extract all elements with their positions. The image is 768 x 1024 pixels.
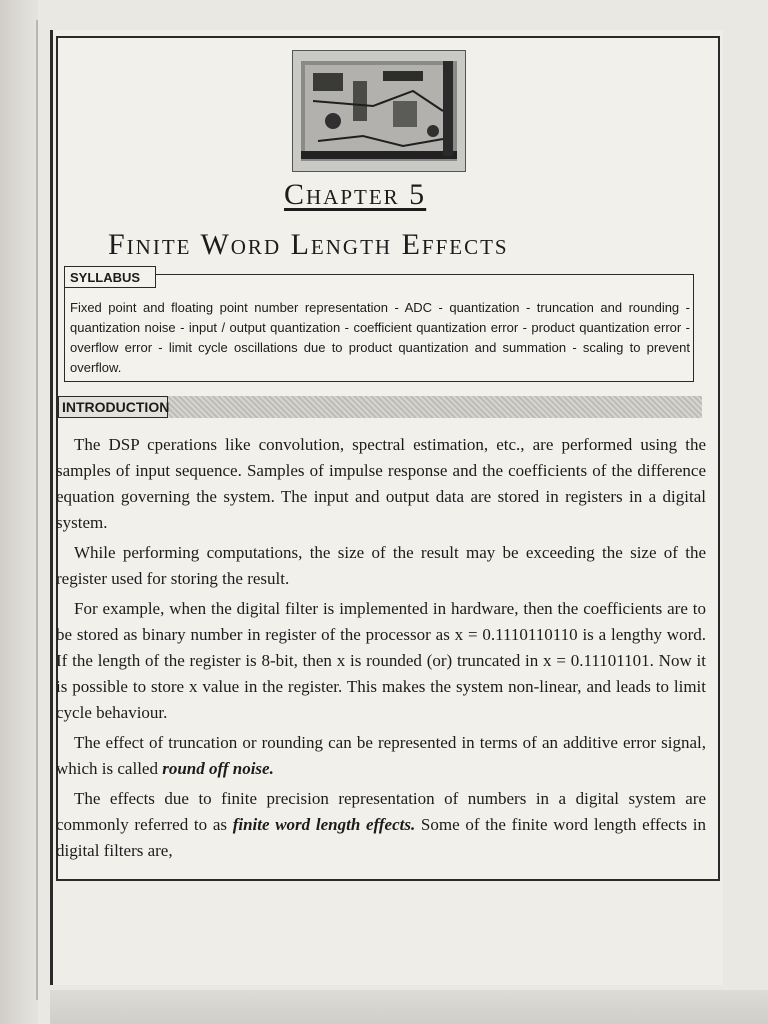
paragraph-4 — [56, 730, 706, 782]
paragraph-5-text: The effects due to finite precision representation of numbers in a digital system are commonly referred to as — [56, 789, 706, 834]
introduction-heading: INTRODUCTION — [58, 396, 168, 418]
chapter-title: Finite Word Length Effects — [108, 228, 509, 261]
paragraph-5-end: Some of the finite word length effects in digital filters are, — [56, 815, 706, 860]
syllabus-label: SYLLABUS — [64, 266, 156, 288]
paragraph-2: While performing computations, the size of the result may be exceeding the size of the register used for storing the result. — [56, 543, 706, 588]
chapter-label: Chapter 5 — [284, 178, 427, 211]
round-off-noise-term: round off noise. — [162, 759, 274, 778]
chapter-photo-circuit-board — [292, 50, 466, 172]
finite-word-length-term: finite word length effects. — [232, 815, 416, 834]
paragraph-5 — [56, 786, 706, 864]
paragraph-1: The DSP cperations like convolution, spectral estimation, etc., are performed using the samples of input sequence. Samples of impulse response and the coefficients of the difference equation governing the system. The input and output data are stored in registers in a digital system. — [56, 435, 706, 532]
introduction-body — [56, 432, 706, 868]
page-bottom-shadow — [50, 990, 768, 1024]
paragraph-3: For example, when the digital filter is implemented in hardware, then the coefficients are to be stored as binary number in register of the processor as x = 0.1110110110 is a lengthy word. If the length of the register is 8-bit, then x is rounded (or) truncated in x = 0.11101101. Now it is possible to store x value in the register. This makes the system non-linear, and leads to limit cycle behaviour. — [56, 599, 706, 722]
paragraph-4-text: The effect of truncation or rounding can be represented in terms of an additive error signal, which is called — [56, 733, 706, 778]
syllabus-text: Fixed point and floating point number representation - ADC - quantization - truncation and rounding - quantization noise - input / output quantization - coefficient quantization error - product quantization error - overflow error - limit cycle oscillations due to product quantization and summation - scaling to prevent overflow. — [70, 300, 690, 375]
book-spine-shadow — [0, 0, 38, 1024]
spine-edge — [36, 20, 38, 1000]
